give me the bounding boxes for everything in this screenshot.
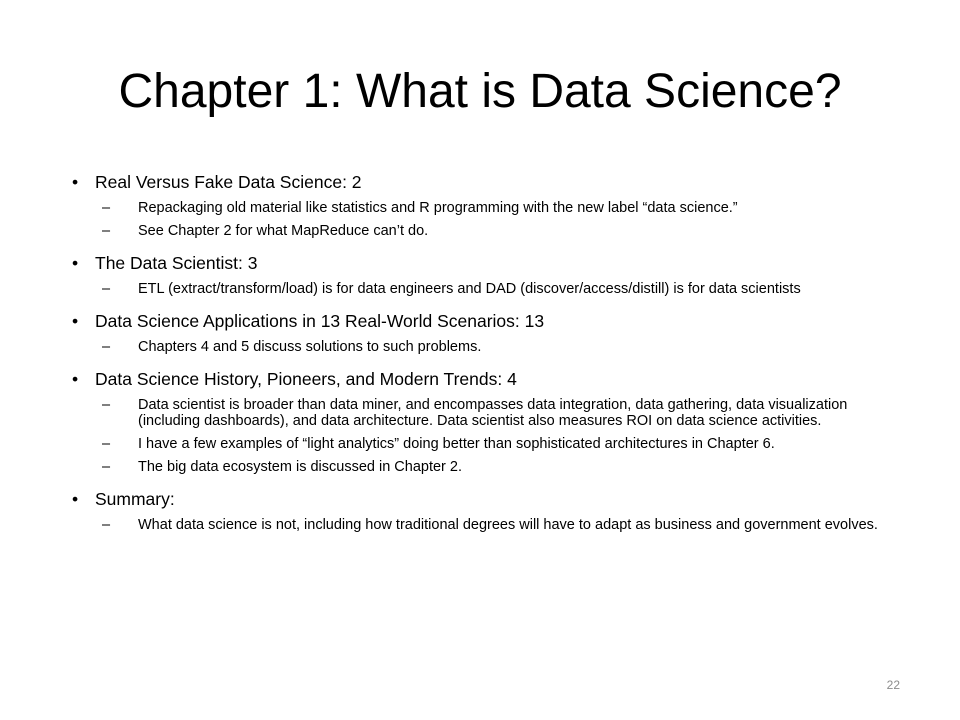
slide-title: Chapter 1: What is Data Science? [118,65,842,118]
sub-bullet-item [72,223,902,239]
dash-icon: – [102,223,111,239]
sub-bullet-item [72,459,902,475]
bullet-item [72,172,902,193]
bullet-icon: • [72,311,79,331]
bullet-text: The Data Scientist: 3 [95,253,258,273]
dash-icon: – [102,459,111,475]
sub-bullet-item [72,517,902,533]
sub-bullet-text: Chapters 4 and 5 discuss solutions to such problems. [138,339,482,355]
sub-bullet-item [72,339,902,355]
bullet-text: Summary: [95,489,175,509]
sub-bullet-text: The big data ecosystem is discussed in Chapter 2. [138,459,462,475]
bullet-text: Data Science History, Pioneers, and Modern Trends: 4 [95,369,517,389]
bullet-icon: • [72,172,79,192]
bullet-text: Data Science Applications in 13 Real-World Scenarios: 13 [95,311,545,331]
bullet-item [72,489,902,510]
sub-bullet-item [72,397,902,429]
bullet-list [72,172,902,533]
bullet-icon: • [72,253,79,273]
sub-bullet-text: See Chapter 2 for what MapReduce can’t do. [138,223,429,239]
bullet-icon: • [72,489,79,509]
sub-bullet-item [72,200,902,216]
bullet-item [72,253,902,274]
sub-bullet-item [72,436,902,452]
sub-bullet-item [72,281,902,297]
sub-bullet-text: ETL (extract/transform/load) is for data engineers and DAD (discover/access/distill) is for data scientists [138,281,801,297]
dash-icon: – [102,281,111,297]
bullet-icon: • [72,369,79,389]
dash-icon: – [102,517,111,533]
dash-icon: – [102,436,111,452]
sub-bullet-text: What data science is not, including how traditional degrees will have to adapt as business and government evolves. [138,517,878,533]
sub-bullet-text: Data scientist is broader than data miner, and encompasses data integration, data gathering, data visualization (including dashboards), and data architecture. Data scientist also measures ROI on data science activities. [138,397,848,429]
sub-bullet-text: Repackaging old material like statistics and R programming with the new label “data science.” [138,200,738,216]
dash-icon: – [102,397,111,413]
dash-icon: – [102,200,111,216]
sub-bullet-text: I have a few examples of “light analytics” doing better than sophisticated architectures in Chapter 6. [138,436,775,452]
bullet-item [72,369,902,390]
page-number: 22 [886,678,900,692]
dash-icon: – [102,339,111,355]
bullet-text: Real Versus Fake Data Science: 2 [95,172,362,192]
bullet-item [72,311,902,332]
